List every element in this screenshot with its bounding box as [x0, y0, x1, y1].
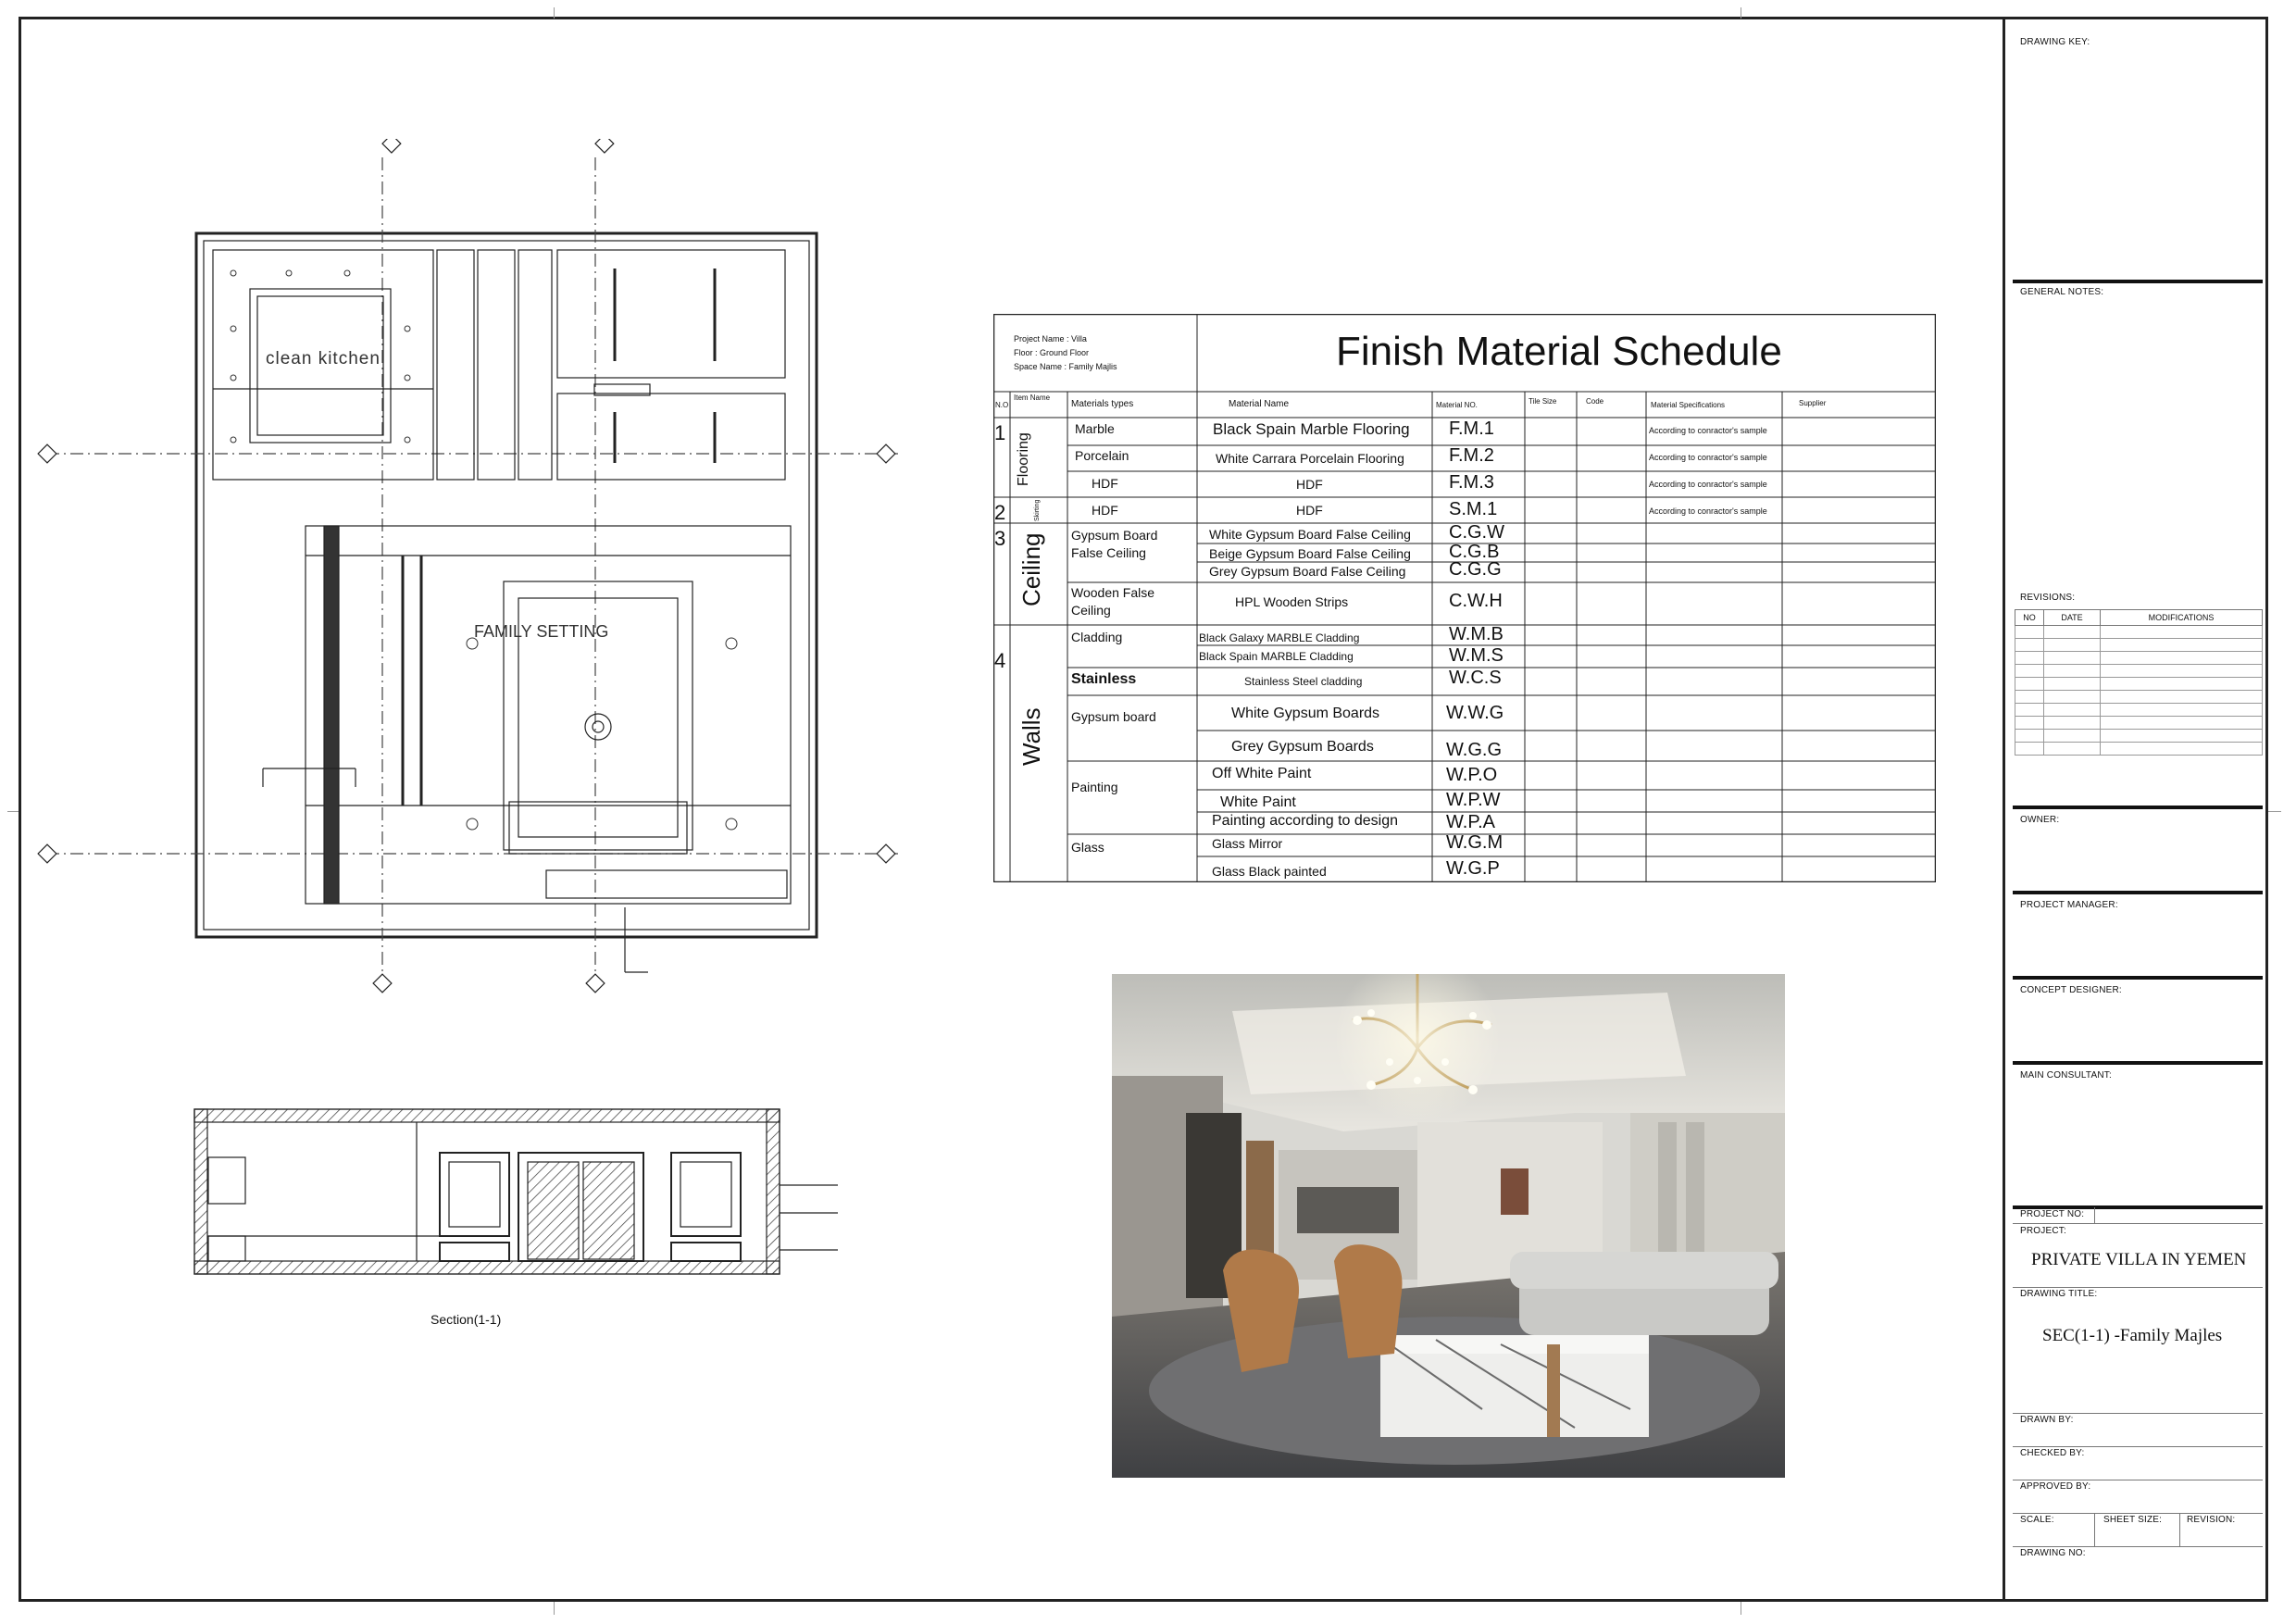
sheet-size-label: SHEET SIZE:	[2103, 1515, 2163, 1525]
owner-label: OWNER:	[2020, 815, 2060, 825]
divider	[2013, 1446, 2263, 1447]
header-tile: Tile Size	[1529, 397, 1557, 406]
scale-label: SCALE:	[2020, 1515, 2054, 1525]
divider	[2013, 1546, 2263, 1547]
rev-row	[2015, 717, 2263, 730]
header-item: Item Name	[1014, 394, 1051, 402]
main-consultant-label: MAIN CONSULTANT:	[2020, 1070, 2112, 1081]
schedule-title: Finish Material Schedule	[1336, 329, 1782, 374]
divider	[2013, 1223, 2263, 1224]
header-supplier: Supplier	[1799, 399, 1827, 407]
divider	[2013, 891, 2263, 894]
project-no-label: PROJECT NO:	[2020, 1209, 2085, 1219]
header-name: Material Name	[1229, 399, 1290, 409]
rev-row	[2015, 639, 2263, 652]
row-name: Black Spain Marble Flooring	[1213, 420, 1410, 438]
rev-row	[2015, 743, 2263, 756]
row-type: HDF	[1092, 476, 1118, 491]
row-name: Black Spain MARBLE Cladding	[1199, 650, 1354, 663]
divider	[2094, 1513, 2095, 1546]
row-name: Black Galaxy MARBLE Cladding	[1199, 631, 1360, 644]
divider	[2179, 1513, 2180, 1546]
row-name: White Carrara Porcelain Flooring	[1216, 451, 1404, 466]
group-item: Ceiling	[1017, 532, 1045, 606]
divider	[2013, 976, 2263, 980]
border-tick	[7, 811, 19, 812]
room-label-kitchen: clean kitchen	[266, 349, 381, 369]
rev-header-date: DATE	[2044, 610, 2101, 626]
room-label-family: FAMILY SETTING	[474, 622, 609, 641]
drawn-by-label: DRAWN BY:	[2020, 1415, 2074, 1425]
row-code: C.G.B	[1449, 542, 1500, 562]
row-code: W.G.G	[1446, 740, 1502, 760]
divider	[2013, 1413, 2263, 1414]
drawing-title-label: DRAWING TITLE:	[2020, 1289, 2098, 1299]
row-name: HPL Wooden Strips	[1235, 594, 1349, 609]
rev-row	[2015, 626, 2263, 639]
project-name: PRIVATE VILLA IN YEMEN	[2031, 1250, 2247, 1269]
title-block	[2003, 17, 2268, 1602]
revision-label: REVISION:	[2187, 1515, 2236, 1525]
header-no: N.O	[995, 401, 1009, 409]
row-code: F.M.2	[1449, 445, 1494, 466]
border-tick	[554, 1602, 555, 1615]
interior-render	[1112, 974, 1785, 1478]
row-name: Off White Paint	[1212, 766, 1312, 781]
border-tick	[554, 7, 555, 19]
row-code: W.P.A	[1446, 812, 1495, 832]
divider	[2013, 1287, 2263, 1288]
header-code: Code	[1586, 397, 1604, 406]
row-spec: According to conractor's sample	[1649, 426, 1767, 435]
header-spec: Material Specifications	[1651, 401, 1726, 409]
row-spec: According to conractor's sample	[1649, 506, 1767, 516]
row-code: C.G.G	[1449, 559, 1502, 580]
row-name: Stainless Steel cladding	[1244, 675, 1363, 688]
row-code: W.G.M	[1446, 832, 1504, 853]
row-name: Beige Gypsum Board False Ceiling	[1209, 546, 1411, 561]
rev-row	[2015, 652, 2263, 665]
general-notes-label: GENERAL NOTES:	[2020, 287, 2104, 297]
group-no: 2	[994, 501, 1006, 524]
row-type: Gypsum Board False Ceiling	[1071, 528, 1158, 560]
header-types: Materials types	[1071, 399, 1134, 409]
schedule-space: Space Name : Family Majlis	[1014, 362, 1117, 371]
rev-header-modifications: MODIFICATIONS	[2101, 610, 2263, 626]
rev-row	[2015, 665, 2263, 678]
row-name: White Gypsum Boards	[1231, 706, 1380, 721]
approved-by-label: APPROVED BY:	[2020, 1481, 2091, 1492]
row-type: Glass	[1071, 840, 1104, 855]
drawing-no-label: DRAWING NO:	[2020, 1548, 2086, 1558]
row-type: Wooden False Ceiling	[1071, 585, 1155, 618]
row-name: Grey Gypsum Board False Ceiling	[1209, 564, 1406, 579]
row-type: Porcelain	[1075, 448, 1129, 463]
project-label: PROJECT:	[2020, 1226, 2066, 1236]
group-no: 3	[994, 527, 1006, 550]
concept-designer-label: CONCEPT DESIGNER:	[2020, 985, 2122, 995]
divider	[2013, 280, 2263, 283]
divider	[2013, 1061, 2263, 1065]
interior-render-image	[1112, 974, 1785, 1478]
row-name: White Paint	[1220, 794, 1296, 810]
group-item: Skirting	[1034, 499, 1041, 521]
drawing-title: SEC(1-1) -Family Majles	[2042, 1326, 2223, 1345]
row-name: Glass Black painted	[1212, 864, 1327, 879]
row-code: C.G.W	[1449, 522, 1504, 543]
project-manager-label: PROJECT MANAGER:	[2020, 900, 2118, 910]
border-tick	[2268, 811, 2281, 812]
rev-row	[2015, 691, 2263, 704]
row-code: W.P.W	[1446, 790, 1501, 810]
revisions-table	[2015, 609, 2263, 756]
row-code: W.C.S	[1449, 668, 1502, 688]
row-code: W.W.G	[1446, 703, 1504, 723]
row-name: White Gypsum Board False Ceiling	[1209, 527, 1411, 542]
drawing-key-label: DRAWING KEY:	[2020, 37, 2090, 47]
schedule-floor: Floor : Ground Floor	[1014, 348, 1090, 357]
group-item: Walls	[1017, 707, 1045, 766]
row-type: Painting	[1071, 780, 1118, 794]
section-caption: Section(1-1)	[430, 1312, 502, 1327]
checked-by-label: CHECKED BY:	[2020, 1448, 2085, 1458]
row-name: Glass Mirror	[1212, 836, 1283, 851]
row-name: HDF	[1296, 477, 1323, 492]
row-code: S.M.1	[1449, 499, 1498, 519]
section-drawing	[190, 1102, 875, 1305]
divider	[2013, 806, 2263, 809]
row-code: W.M.S	[1449, 645, 1504, 666]
row-code: F.M.1	[1449, 418, 1494, 439]
row-code: W.P.O	[1446, 765, 1498, 785]
revisions-label: REVISIONS:	[2020, 593, 2076, 603]
row-type: Stainless	[1071, 671, 1137, 687]
group-item: Flooring	[1016, 432, 1031, 486]
row-code: W.G.P	[1446, 858, 1500, 879]
row-code: F.M.3	[1449, 472, 1494, 493]
ceiling-plan	[28, 139, 917, 1009]
group-no: 4	[994, 649, 1006, 672]
row-type: Gypsum board	[1071, 709, 1156, 724]
rev-header-no: NO	[2015, 610, 2044, 626]
row-name: HDF	[1296, 503, 1323, 518]
row-name: Painting according to design	[1212, 813, 1399, 829]
header-code-no: Material NO.	[1436, 401, 1478, 409]
row-type: Cladding	[1071, 630, 1123, 644]
divider	[2094, 1207, 2095, 1223]
row-spec: According to conractor's sample	[1649, 480, 1767, 489]
divider	[2013, 1513, 2263, 1514]
rev-row	[2015, 704, 2263, 717]
group-no: 1	[994, 421, 1006, 444]
row-type: HDF	[1092, 503, 1118, 518]
row-spec: According to conractor's sample	[1649, 453, 1767, 462]
rev-row	[2015, 678, 2263, 691]
row-name: Grey Gypsum Boards	[1231, 739, 1374, 755]
rev-row	[2015, 730, 2263, 743]
schedule-project: Project Name : Villa	[1014, 334, 1087, 344]
finish-schedule	[993, 314, 1936, 882]
row-code: W.M.B	[1449, 624, 1504, 644]
row-type: Marble	[1075, 421, 1115, 436]
row-code: C.W.H	[1449, 591, 1503, 611]
